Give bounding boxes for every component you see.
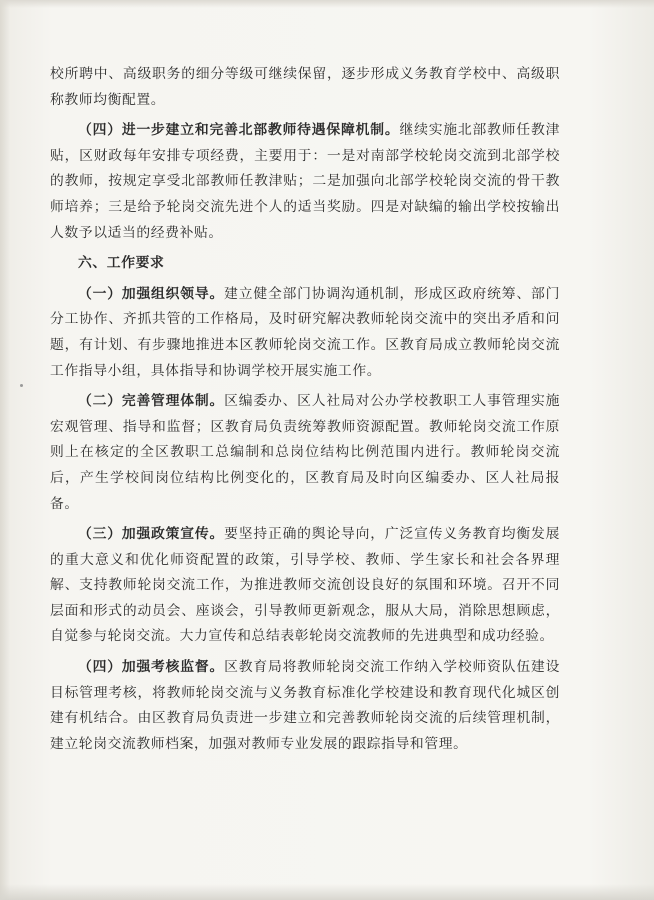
paragraph-lead: （三）加强政策宣传。 [78,526,225,543]
document-body [50,62,560,757]
paragraph-north-teachers [50,118,560,246]
paragraph-text: 要坚持正确的舆论导向，广泛宣传义务教育均衡发展的重大意义和优化师资配置的政策，引导学校、教师、学生家长和社会各界理解、支持教师轮岗交流工作，为推进教师交流创设良好的氛围和环境。召开不同层面和形式的动员会、座谈会，引导教师更新观念，服从大局，消除思想顾虑，自觉参与轮岗交流。大力宣传和总结表彰轮岗交流教师的先进典型和成功经验。 [50,526,560,645]
paragraph-text: 区编委办、区人社局对公办学校教职工人事管理实施宏观管理、指导和监督；区教育局负责统筹教师资源配置。教师轮岗交流工作原则上在核定的全区教职工总编制和总岗位结构比例范围内进行。教师轮岗交流后，产生学校间岗位结构比例变化的，区教育局及时向区编委办、区人社局报备。 [50,393,560,512]
page-shadow-top [0,0,654,8]
paragraph-management [50,389,560,517]
paragraph-lead: （二）完善管理体制。 [78,393,225,410]
paragraph-lead: （四）进一步建立和完善北部教师待遇保障机制。 [78,122,400,139]
paragraph-supervision [50,655,560,757]
paragraph-text: 校所聘中、高级职务的细分等级可继续保留，逐步形成义务教育学校中、高级职称教师均衡配置。 [50,66,560,108]
paragraph-organization [50,282,560,384]
paragraph-lead: （四）加强考核监督。 [78,659,225,676]
paragraph-text: 区教育局将教师轮岗交流工作纳入学校师资队伍建设目标管理考核，将教师轮岗交流与义务教育标准化学校建设和教育现代化城区创建有机结合。由区教育局负责进一步建立和完善教师轮岗交流的后续管理机制，建立轮岗交流教师档案，加强对教师专业发展的跟踪指导和管理。 [50,659,560,752]
paragraph-lead: （一）加强组织领导。 [78,285,225,302]
page-shadow-bottom [0,884,654,900]
paragraph-text: 继续实施北部教师任教津贴，区财政每年安排专项经费，主要用于：一是对南部学校轮岗交流到北部学校的教师，按规定享受北部教师任教津贴；二是加强向北部学校轮岗交流的骨干教师培养；三是给予轮岗交流先进个人的适当奖励。四是对缺编的输出学校按输出人数予以适当的经费补贴。 [50,122,560,241]
paragraph-publicity [50,522,560,650]
section-heading: 六、工作要求 [78,255,165,272]
paragraph-continuation [50,62,560,113]
scan-speck [20,384,23,387]
paragraph-text: 建立健全部门协调沟通机制，形成区政府统筹、部门分工协作、齐抓共管的工作格局，及时研究解决教师轮岗交流中的突出矛盾和问题，有计划、有步骤地推进本区教师轮岗交流工作。区教育局成立教师轮岗交流工作指导小组，具体指导和协调学校开展实施工作。 [50,285,560,379]
page-shadow-left [0,0,10,900]
